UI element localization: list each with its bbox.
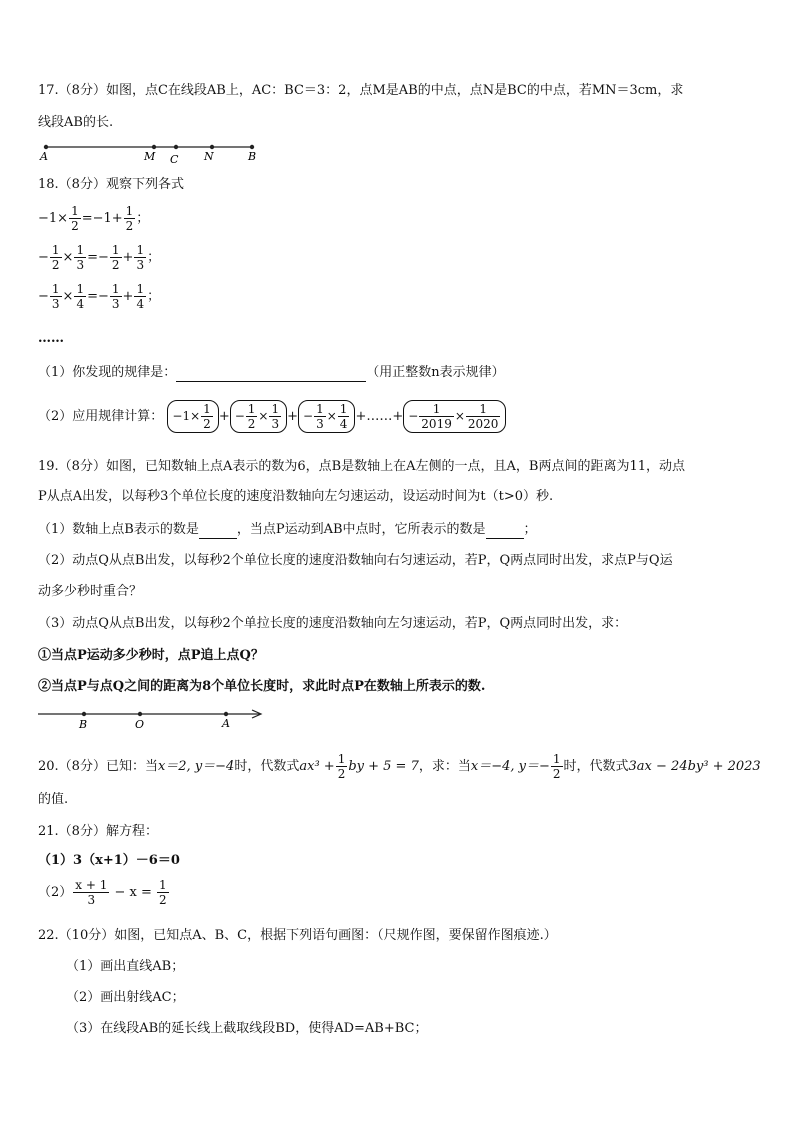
label-c: C [170, 153, 179, 166]
q19-part1-a: （1）数轴上点B表示的数是 [38, 522, 199, 537]
q21-equation-1: （1）3（x+1）－6＝0 [38, 853, 180, 868]
q18-part1-label: （1）你发现的规律是： [38, 365, 177, 380]
q19-part1-c: ； [523, 522, 537, 537]
q22-step-3: （3）在线段AB的延长线上截取线段BD，使得AD=AB+BC； [66, 1021, 428, 1036]
point-m [152, 145, 156, 149]
q17-text-line2: 线段AB的长. [38, 115, 114, 130]
q18-term-1: −1× $\frac{1}{2}$ [167, 400, 218, 433]
label-b: B [79, 718, 88, 731]
q19-blank-1[interactable] [199, 524, 237, 539]
point-a [224, 712, 228, 716]
point-c [174, 145, 178, 149]
q18-part2: （2）应用规律计算： −1× $\frac{1}{2}$ + − $\frac{1}{2}$ × $\frac{1}{3}$ + − $\frac{1}{3}$ × $\frac{1}{4}$ +……+ − $\frac{1}{2019}$ × $\frac{1}{2020}$ [38, 400, 506, 433]
label-a: A [40, 150, 48, 163]
q19-part3: （3）动点Q从点B出发，以每秒2个单拉长度的速度沿数轴向左匀速运动，若P，Q两点同时出发，求： [38, 616, 628, 631]
q19-text-line2: P从点A出发，以每秒3个单位长度的速度沿数轴向左匀速运动，设运动时间为t（t>0）秒. [38, 489, 554, 504]
q18-dots: +……+ [355, 409, 404, 424]
q17-text-line1: 17.（8分）如图，点C在线段AB上，AC：BC＝3：2，点M是AB的中点，点N是BC的中点，若MN＝3cm，求 [38, 83, 684, 98]
point-o [138, 712, 142, 716]
label-b: B [248, 150, 257, 163]
label-n: N [204, 150, 214, 163]
q19-sub-2: ②当点P与点Q之间的距离为8个单位长度时，求此时点P在数轴上所表示的数. [38, 679, 486, 694]
q18-part1-tail: （用正整数n表示规律） [366, 365, 505, 380]
q22-step-2: （2）画出射线AC； [66, 990, 185, 1005]
q19-part2-line2: 动多少秒时重合？ [38, 584, 143, 599]
q19-sub-1: ①当点P运动多少秒时，点P追上点Q？ [38, 648, 264, 663]
q19-part1-b: ，当点P运动到AB中点时，它所表示的数是 [236, 522, 486, 537]
label-o: O [135, 718, 145, 731]
q18-part2-label: （2）应用规律计算： [38, 409, 164, 424]
q18-formula-3: − $\frac{1}{3}$ × $\frac{1}{4}$ =− $\frac{1}{3}$ + $\frac{1}{4}$ ； [38, 282, 161, 311]
q18-ellipsis: …… [38, 331, 64, 346]
q19-number-line [36, 706, 270, 732]
label-a: A [222, 717, 230, 730]
q18-term-2: − $\frac{1}{2}$ × $\frac{1}{3}$ [230, 400, 287, 433]
q17-segment-figure [36, 140, 266, 166]
q19-text-line1: 19.（8分）如图，已知数轴上点A表示的数为6，点B是数轴上在A左侧的一点，且A，B两点间的距离为11，动点 [38, 459, 686, 474]
q21-equation-2: （2） $\frac{x + 1}{3}$ − x = $\frac{1}{2}$ [38, 878, 167, 907]
q18-formula-2: − $\frac{1}{2}$ × $\frac{1}{3}$ =− $\frac{1}{2}$ + $\frac{1}{3}$ ； [38, 243, 161, 272]
q19-part2-line1: （2）动点Q从点B出发，以每秒2个单位长度的速度沿数轴向右匀速运动，若P，Q两点同时出发，求点P与Q运 [38, 553, 673, 568]
q22-step-1: （1）画出直线AB； [66, 959, 185, 974]
q20-line2: 的值. [38, 792, 69, 807]
q19-blank-2[interactable] [486, 524, 524, 539]
q18-heading: 18.（8分）观察下列各式 [38, 177, 184, 192]
point-b [82, 712, 86, 716]
q21-heading: 21.（8分）解方程： [38, 824, 158, 839]
q18-term-3: − $\frac{1}{3}$ × $\frac{1}{4}$ [298, 400, 355, 433]
q20-line1: 20.（8分）已知：当x＝2, y＝−4时，代数式ax³ + $\frac{1}{2}$ by + 5 = 7，求：当x＝−4, y＝− $\frac{1}{2}$ 时，代数式3ax − 24by³ + 2023 [38, 752, 761, 781]
q18-answer-blank[interactable] [176, 367, 366, 382]
label-m: M [144, 150, 156, 163]
point-n [210, 145, 214, 149]
q18-part1 [38, 364, 505, 382]
q18-formula-1: −1× $\frac{1}{2}$ =−1+ $\frac{1}{2}$ ； [38, 204, 150, 233]
q18-term-last: − $\frac{1}{2019}$ × $\frac{1}{2020}$ [403, 400, 506, 433]
point-a [44, 145, 48, 149]
point-b [250, 145, 254, 149]
q19-part1 [38, 521, 537, 539]
q22-heading: 22.（10分）如图，已知点A、B、C，根据下列语句画图：（尺规作图，要保留作图痕迹.） [38, 928, 557, 943]
